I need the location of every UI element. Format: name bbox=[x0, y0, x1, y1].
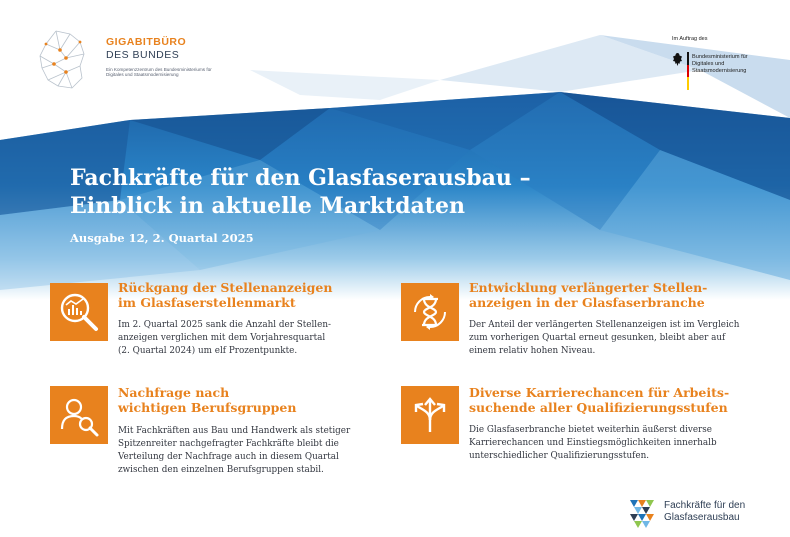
issue-label: Ausgabe 12, 2. Quartal 2025 bbox=[70, 231, 254, 245]
section-body-stellenanzeigen: Im 2. Quartal 2025 sank die Anzahl der Stellen- anzeigen verglichen mit dem Vorjahresquartal (2. Quartal 2024) um elf Prozentpunkte. bbox=[118, 320, 331, 356]
section-title-karrierechancen: Diverse Karrierechancen für Arbeits- suchende aller Qualifizierungsstufen bbox=[469, 385, 730, 415]
person-search-icon bbox=[50, 386, 108, 444]
section-icon-tile bbox=[401, 283, 459, 341]
ministry-name: Bundesministerium für Digitales und Staatsmodernisierung bbox=[692, 54, 748, 74]
brand-line2: DES BUNDES bbox=[106, 49, 180, 61]
section-body-berufsgruppen: Mit Fachkräften aus Bau und Handwerk als stetiger Spitzenreiter nachgefragter Fachkräfte bleibt die Verteilung der Nachfrage auch in diesem Quartal zwischen den einzelnen Berufsgruppen stabil. bbox=[118, 426, 351, 475]
fachkraefte-logo-icon bbox=[626, 496, 660, 530]
federal-eagle-icon bbox=[672, 52, 683, 67]
hourglass-cycle-icon bbox=[401, 283, 459, 341]
im-auftrag-label: Im Auftrag des bbox=[672, 36, 708, 42]
magnifier-chart-icon bbox=[50, 283, 108, 341]
section-title-berufsgruppen: Nachfrage nach wichtigen Berufsgruppen bbox=[118, 385, 297, 415]
section-body-karrierechancen: Die Glasfaserbranche bietet weiterhin äußerst diverse Karrierechancen und Einstiegsmöglichkeiten innerhalb unterschiedlicher Qualifizierungsstufen. bbox=[469, 425, 717, 461]
section-icon-tile bbox=[401, 386, 459, 444]
page-title bbox=[70, 164, 590, 220]
fachkraefte-logo-text: Fachkräfte für den Glasfaserausbau bbox=[664, 500, 746, 523]
brand-line1: GIGABITBÜRO bbox=[106, 36, 187, 48]
ministry-logo bbox=[672, 36, 764, 90]
gigabit-network-logo-icon bbox=[36, 28, 92, 92]
section-icon-tile bbox=[50, 283, 108, 341]
branching-arrows-icon bbox=[401, 386, 459, 444]
german-flag-stripe bbox=[687, 52, 689, 90]
section-icon-tile bbox=[50, 386, 108, 444]
brand-subtitle: Ein Kompetenzzentrum des Bundesministeriums für Digitales und Staatsmodernisierung bbox=[106, 67, 212, 78]
section-body-verlaengerte-anzeigen: Der Anteil der verlängerten Stellenanzeigen ist im Vergleich zum vorherigen Quartal erneut gesunken, bleibt aber auf einem relativ hohen Niveau. bbox=[469, 320, 740, 356]
title-line1: Fachkräfte für den Glasfaserausbau – bbox=[70, 165, 531, 191]
gigabitbuero-brand bbox=[106, 36, 226, 78]
section-title-verlaengerte-anzeigen: Entwicklung verlängerter Stellen- anzeigen in der Glasfaserbranche bbox=[469, 280, 708, 310]
title-line2: Einblick in aktuelle Marktdaten bbox=[70, 193, 465, 219]
section-title-stellenanzeigen: Rückgang der Stellenanzeigen im Glasfaserstellenmarkt bbox=[118, 280, 333, 310]
